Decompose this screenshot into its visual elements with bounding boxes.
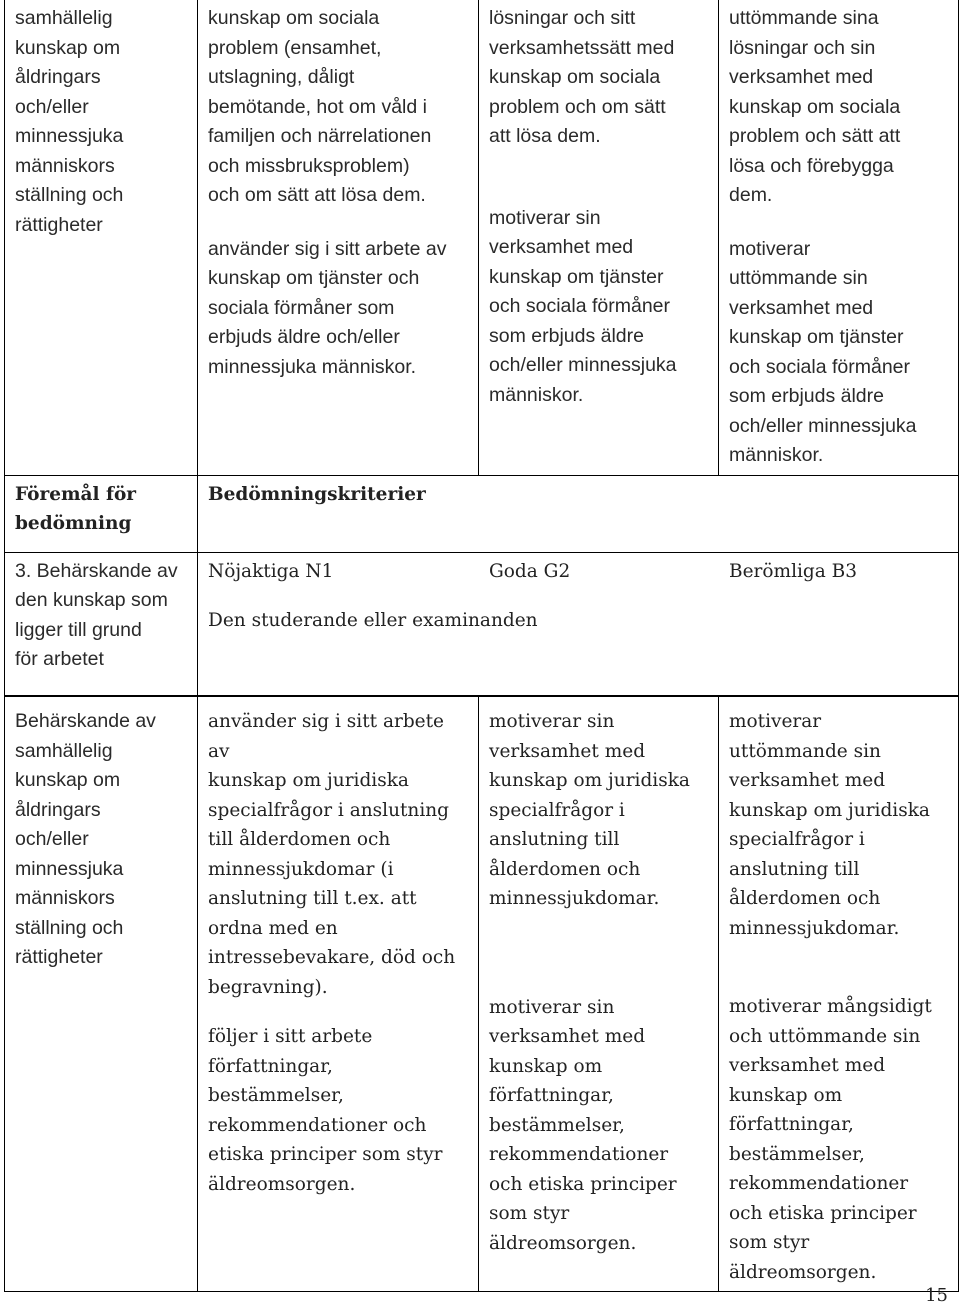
- criteria-header-label: Bedömningskriterier: [208, 483, 426, 505]
- regulations-b3-text: motiverar mångsidigt och uttömmande sin verksamhet med kunskap om författningar, bestämmelser, rekommendationer och etiska principer som styr äldreomsorgen.: [729, 996, 932, 1283]
- criteria-header-cell: [198, 475, 959, 552]
- b3-criteria-cell: [719, 0, 959, 475]
- object-header-label: Föremål för bedömning: [15, 483, 137, 534]
- subject-label: Den studerande eller examinanden: [208, 610, 538, 631]
- regulations-g2-text: motiverar sin verksamhet med kunskap om författningar, bestämmelser, rekommendationer och etiska principer som styr äldreomsorgen.: [489, 996, 677, 1254]
- page-number: 15: [925, 1285, 948, 1306]
- legal-n1-text: använder sig i sitt arbete av kunskap om juridiska specialfrågor i anslutning till ålderdomen och minnessjukdomar (i anslutning till t.ex. att ordna med en intressebevakare, död och begravning).: [208, 711, 456, 998]
- legal-g2-cell: [479, 697, 719, 1292]
- n1-social-problems-text: kunskap om sociala problem (ensamhet, utslagning, dåligt bemötande, hot om våld i familjen och närrelationen och missbruksproblem) och om sätt att lösa dem.: [208, 7, 432, 206]
- legal-b3-text: motiverar uttömmande sin verksamhet med kunskap om juridiska specialfrågor i anslutning till ålderdomen och minnessjukdomar.: [729, 711, 930, 939]
- section3-title: 3. Behärskande av den kunskap som ligger till grund för arbetet: [15, 559, 178, 670]
- section3-title-cell: [5, 552, 198, 695]
- grade-n1-label: Nöjaktiga N1: [208, 560, 334, 582]
- grade-g2-label: Goda G2: [489, 560, 571, 582]
- assessment-object-text: samhällelig kunskap om åldringars och/eller minnessjuka människors ställning och rättigheter: [15, 7, 124, 236]
- legal-object-cell: [5, 697, 198, 1292]
- grade-b3-label: Berömliga B3: [729, 560, 858, 582]
- g2-services-text: motiverar sin verksamhet med kunskap om tjänster och sociala förmåner som erbjuds äldre och/eller minnessjuka människor.: [489, 206, 677, 406]
- legal-object-text: Behärskande av samhällelig kunskap om åldringars och/eller minnessjuka människors ställning och rättigheter: [15, 710, 156, 968]
- assessment-object-cell: [5, 0, 198, 475]
- b3-services-text: motiverar uttömmande sin verksamhet med kunskap om tjänster och sociala förmåner som erbjuds äldre och/eller minnessjuka människor.: [729, 237, 917, 466]
- object-header-cell: [5, 475, 198, 552]
- legal-g2-text: motiverar sin verksamhet med kunskap om juridiska specialfrågor i anslutning till ålderdomen och minnessjukdomar.: [489, 711, 690, 909]
- g2-social-problems-text: lösningar och sitt verksamhetssätt med kunskap om sociala problem och om sätt att lösa dem.: [489, 7, 675, 147]
- b3-social-problems-text: uttömmande sina lösningar och sin verksamhet med kunskap om sociala problem och sätt att lösa och förebygga dem.: [729, 7, 901, 206]
- g2-criteria-cell: [479, 0, 719, 475]
- grade-header-subtable: [198, 557, 959, 636]
- n1-criteria-cell: [198, 0, 479, 475]
- criteria-table-top: [4, 0, 959, 696]
- legal-b3-cell: [719, 697, 959, 1292]
- grade-header-cell: [198, 552, 959, 695]
- regulations-n1-text: följer i sitt arbete författningar, bestämmelser, rekommendationer och etiska principer som styr äldreomsorgen.: [208, 1026, 443, 1195]
- criteria-table-bottom: [4, 696, 959, 1292]
- legal-n1-cell: [198, 697, 479, 1292]
- n1-services-text: använder sig i sitt arbete av kunskap om tjänster och sociala förmåner som erbjuds äldre och/eller minnessjuka människor.: [208, 237, 447, 378]
